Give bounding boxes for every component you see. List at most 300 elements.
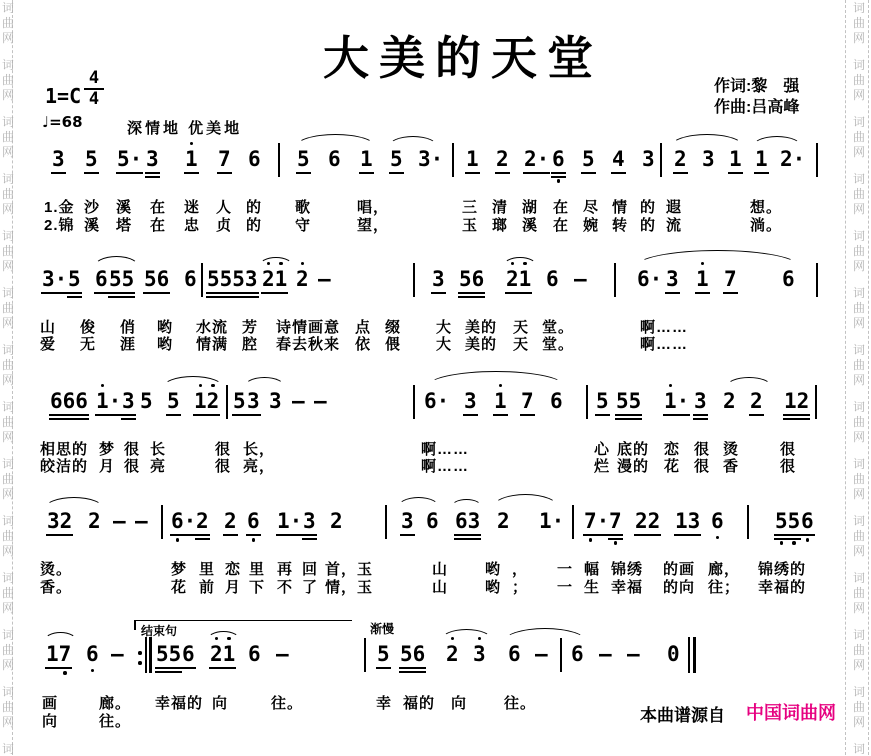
watermark-char: 网 — [1, 145, 14, 159]
watermark-char: 词 — [852, 685, 865, 699]
watermark-char: 词 — [1, 1, 14, 15]
note: 3· — [42, 268, 67, 290]
beam-underline — [121, 418, 136, 420]
lyric-syllable: 依 — [355, 336, 372, 353]
meter-denominator: 4 — [88, 89, 100, 109]
barline — [364, 638, 366, 672]
lyric-syllable: 里 — [199, 561, 216, 578]
octave-dot-below — [557, 179, 561, 183]
watermark-char: 曲 — [852, 415, 865, 429]
beam-underline — [595, 414, 610, 416]
source-prefix: 本曲谱源自 — [640, 706, 725, 725]
watermark-char: 曲 — [1, 73, 14, 87]
watermark-char: 词 — [852, 742, 865, 756]
lyric-syllable: 很 — [124, 441, 141, 458]
note: 17 — [46, 643, 71, 665]
note: 1 — [755, 148, 768, 170]
watermark-char: 词 — [852, 514, 865, 528]
credits — [714, 76, 799, 118]
lyric-syllable: 爱 — [40, 336, 57, 353]
lyric-syllable: 情 — [612, 199, 629, 216]
watermark-char: 词 — [852, 229, 865, 243]
lyric-syllable: 忠 — [184, 217, 201, 234]
note: 2 — [196, 510, 209, 532]
lyric-syllable: 天 — [513, 336, 530, 353]
beam-underline — [783, 418, 810, 420]
barline — [815, 385, 817, 419]
lyric-syllable: ， — [512, 561, 529, 578]
note: 3 — [432, 268, 445, 290]
beam-underline — [232, 414, 247, 416]
lyric-syllable: 了 — [302, 579, 319, 596]
watermark-char: 曲 — [1, 244, 14, 258]
beam-underline — [195, 534, 210, 536]
lyric-syllable: 诗情画意 — [276, 319, 341, 336]
beam-underline — [389, 172, 404, 174]
note: 12 — [194, 390, 219, 412]
lyric-syllable: 啊…… — [640, 319, 689, 336]
lyric-syllable: 俊 — [80, 319, 97, 336]
watermark-char: 曲 — [852, 130, 865, 144]
lyric-syllable: 香。 — [40, 579, 73, 596]
lyric-syllable: 烫。 — [40, 561, 73, 578]
note: 3 — [401, 510, 414, 532]
lyric-syllable: 大 — [436, 319, 453, 336]
lyric-syllable: 流 — [666, 217, 683, 234]
note: 4 — [612, 148, 625, 170]
note: 6 — [508, 642, 521, 666]
barline — [614, 263, 616, 297]
note: 3 — [473, 643, 486, 665]
note: 1 — [494, 390, 507, 412]
note: 2 — [88, 509, 101, 533]
beam-underline — [634, 534, 661, 536]
watermark-char: 网 — [1, 373, 14, 387]
lyric-syllable: 清 — [492, 199, 509, 216]
lyric-syllable: 很 — [694, 441, 711, 458]
lyric-syllable: 里 — [249, 561, 266, 578]
note: 2 — [224, 510, 237, 532]
beam-underline — [206, 292, 259, 294]
lyric-syllable: 堂。 — [542, 319, 575, 336]
note: 3 — [146, 148, 159, 170]
watermark-char: 网 — [1, 88, 14, 102]
lyric-syllable: 淌。 — [750, 217, 783, 234]
tempo-marking: ♩=68 — [42, 113, 83, 131]
lyric-syllable: 梦 — [171, 561, 188, 578]
watermark-char: 词 — [1, 400, 14, 414]
lyric-syllable: 在 — [553, 217, 570, 234]
note: 6 — [95, 268, 108, 290]
watermark-char: 曲 — [852, 700, 865, 714]
beam-underline — [223, 534, 238, 536]
beam-underline — [774, 538, 801, 540]
lyric-syllable: 春去秋来 — [276, 336, 341, 353]
beam-underline — [615, 414, 642, 416]
lyric-syllable: 幸 — [376, 695, 393, 712]
note: 2 — [750, 390, 763, 412]
watermark-char: 曲 — [852, 643, 865, 657]
beam-underline — [49, 418, 89, 420]
slur-arc — [752, 136, 802, 147]
watermark-char: 网 — [852, 544, 865, 558]
slur-arc — [726, 377, 772, 387]
note: 666 — [50, 390, 88, 412]
note: — — [292, 389, 305, 413]
lyric-syllable: 守 — [295, 217, 312, 234]
watermark-char: 曲 — [1, 700, 14, 714]
beam-underline — [67, 296, 82, 298]
watermark-char: 曲 — [1, 529, 14, 543]
lyric-syllable: 底的 — [617, 441, 650, 458]
octave-dot-below — [614, 541, 618, 545]
lyric-syllable: 哟 — [157, 336, 174, 353]
lyric-syllable: 婉 — [583, 217, 600, 234]
octave-dot-above — [301, 262, 305, 266]
note: 56 — [400, 643, 425, 665]
octave-dot-below — [176, 538, 180, 542]
slur-arc — [397, 497, 440, 508]
lyric-syllable: 回 — [302, 561, 319, 578]
barline — [413, 385, 415, 419]
barline — [385, 505, 387, 539]
slur-arc — [44, 497, 104, 509]
lyric-syllable: 皎洁的 — [40, 458, 89, 475]
beam-underline — [302, 538, 317, 540]
note: 5 — [596, 390, 609, 412]
lyric-syllable: 廊。 — [99, 695, 132, 712]
note: 6 — [86, 643, 99, 665]
slur-arc — [162, 376, 224, 388]
beam-underline — [84, 172, 99, 174]
watermark-char: 词 — [852, 628, 865, 642]
lyric-syllable: 情，玉 — [325, 579, 374, 596]
note: 55 — [616, 390, 641, 412]
lyric-syllable: 啊…… — [421, 441, 470, 458]
expression-marking: 深情地 优美地 — [127, 120, 243, 137]
lyric-syllable: 腔 — [242, 336, 259, 353]
lyric-syllable: 哟 — [157, 319, 174, 336]
beam-underline — [465, 172, 480, 174]
lyric-syllable: 向 — [42, 713, 59, 730]
beam-underline — [51, 172, 66, 174]
lyric-syllable: ； — [724, 579, 741, 596]
lyric-syllable: 下 — [249, 579, 266, 596]
beam-underline — [184, 172, 199, 174]
watermark-char: 曲 — [852, 244, 865, 258]
source-site-link[interactable]: 中国词曲网 — [746, 703, 836, 723]
watermark-char: 词 — [852, 115, 865, 129]
watermark-char: 词 — [1, 115, 14, 129]
slur-arc — [426, 371, 566, 387]
watermark-char: 曲 — [852, 529, 865, 543]
note: — — [276, 642, 289, 666]
lyric-syllable: 哟 — [485, 579, 502, 596]
lyric-syllable: 山 — [40, 319, 57, 336]
note: 6 — [184, 267, 197, 291]
watermark-char: 词 — [852, 1, 865, 15]
watermark-char: 词 — [852, 58, 865, 72]
beam-underline — [359, 172, 374, 174]
slur-arc — [207, 631, 240, 640]
slur-arc — [244, 377, 285, 387]
lyric-syllable: 很 — [780, 458, 797, 475]
key-signature: 1=C — [45, 84, 82, 108]
lyric-syllable: 月 — [225, 579, 242, 596]
note: — — [314, 389, 327, 413]
lyric-syllable: 溪 — [116, 199, 133, 216]
octave-dot-below — [91, 669, 95, 673]
lyric-syllable: 无 — [80, 336, 97, 353]
slur-arc — [295, 134, 376, 147]
beam-underline — [108, 296, 135, 298]
note: 32 — [47, 510, 72, 532]
note: 55 — [109, 268, 134, 290]
beam-underline — [454, 538, 481, 540]
beam-underline — [608, 538, 623, 540]
note: 13 — [675, 510, 700, 532]
beam-underline — [181, 667, 196, 669]
beam-underline — [749, 414, 764, 416]
watermark-char: 词 — [1, 172, 14, 186]
lyric-syllable: 在 — [150, 217, 167, 234]
note: 6 — [571, 642, 584, 666]
watermark-char: 网 — [1, 658, 14, 672]
note: 7 — [521, 390, 534, 412]
lyric-syllable: 三 — [462, 199, 479, 216]
note: 6 — [247, 510, 260, 532]
note: 6 — [182, 643, 195, 665]
watermark-char: 词 — [1, 229, 14, 243]
lyric-syllable: 恋 — [664, 441, 681, 458]
note: 2 — [723, 389, 736, 413]
repeat-dot — [138, 651, 142, 655]
barline — [660, 143, 662, 177]
beam-underline — [583, 534, 610, 536]
lyric-syllable: 幅 — [584, 561, 601, 578]
beam-underline — [458, 296, 485, 298]
lyric-syllable: 的 — [640, 199, 657, 216]
lyric-syllable: 想。 — [750, 199, 783, 216]
watermark-char: 网 — [852, 316, 865, 330]
octave-dot-below — [780, 541, 784, 545]
watermark-char: 词 — [1, 571, 14, 585]
beam-underline — [209, 667, 236, 669]
beam-underline — [663, 414, 690, 416]
note: 12 — [784, 390, 809, 412]
watermark-char: 曲 — [1, 358, 14, 372]
note: 56 — [144, 268, 169, 290]
lyric-syllable: 啊…… — [421, 458, 470, 475]
note: 5 — [140, 389, 153, 413]
note: 5 — [85, 148, 98, 170]
note: 7 — [218, 148, 231, 170]
beam-underline — [695, 292, 710, 294]
lyric-syllable: 花 — [171, 579, 188, 596]
barline — [816, 143, 818, 177]
lyric-syllable: 梦 — [99, 441, 116, 458]
lyric-syllable: 俏 — [120, 319, 137, 336]
barline — [161, 505, 163, 539]
beam-underline — [246, 534, 261, 536]
note: 1 — [360, 148, 373, 170]
lyric-syllable: 涯 — [120, 336, 137, 353]
note: 6 — [782, 267, 795, 291]
beam-underline — [121, 414, 136, 416]
note: 5 — [68, 268, 81, 290]
barline — [560, 638, 562, 672]
lyric-syllable: 一 — [557, 561, 574, 578]
beam-underline — [166, 414, 181, 416]
note: 5 — [582, 148, 595, 170]
barline — [572, 505, 574, 539]
lyric-syllable: 往。 — [271, 695, 304, 712]
note: 3 — [303, 510, 316, 532]
lyric-syllable: ； — [512, 579, 529, 596]
watermark-char: 词 — [852, 400, 865, 414]
watermark-char: 词 — [1, 742, 14, 756]
beam-underline — [665, 292, 680, 294]
beam-underline — [155, 671, 182, 673]
lyric-syllable: 在 — [553, 199, 570, 216]
lyric-syllable: 沙 — [84, 199, 101, 216]
repeat-barline-thick — [149, 637, 152, 673]
watermark-char: 曲 — [852, 16, 865, 30]
beam-underline — [302, 534, 317, 536]
beam-underline — [296, 172, 311, 174]
watermark-char: 曲 — [1, 301, 14, 315]
watermark-char: 曲 — [1, 472, 14, 486]
lyric-syllable: 哟 — [485, 561, 502, 578]
song-title: 大美的天堂 — [323, 33, 603, 84]
lyric-syllable: 很 — [124, 458, 141, 475]
lyric-syllable: 向 — [212, 695, 229, 712]
watermark-char: 曲 — [852, 586, 865, 600]
watermark-char: 网 — [852, 202, 865, 216]
note: 7 — [724, 268, 737, 290]
watermark-char: 曲 — [1, 16, 14, 30]
beam-underline — [143, 292, 170, 294]
watermark-char: 网 — [1, 202, 14, 216]
note: 3 — [247, 390, 260, 412]
repeat-dot — [138, 661, 142, 665]
beam-underline — [94, 292, 109, 294]
lyric-syllable: 往。 — [99, 713, 132, 730]
note: 6 — [552, 148, 565, 170]
note: 2 — [296, 268, 309, 290]
note: 5553 — [207, 268, 258, 290]
watermark-char: 网 — [852, 601, 865, 615]
lyric-syllable: 贞 — [216, 217, 233, 234]
lyric-syllable: 堂。 — [542, 336, 575, 353]
note: 2 — [497, 509, 510, 533]
watermark-char: 网 — [1, 259, 14, 273]
lyric-syllable: ， — [724, 561, 741, 578]
note: 5 — [377, 643, 390, 665]
barline — [747, 505, 749, 539]
beam-underline — [261, 292, 288, 294]
octave-dot-above — [190, 142, 194, 146]
lyric-syllable: 再 — [277, 561, 294, 578]
slur-arc — [503, 628, 587, 642]
watermark-char: 词 — [1, 58, 14, 72]
watermark-char: 网 — [852, 31, 865, 45]
note: 6 — [546, 267, 559, 291]
beam-underline — [693, 414, 708, 416]
beam-underline — [505, 292, 532, 294]
beam-underline — [155, 667, 182, 669]
note: — — [113, 509, 126, 533]
lyric-syllable: 漫的 — [617, 458, 650, 475]
watermark-dashed-line — [845, 0, 846, 755]
beam-underline — [611, 172, 626, 174]
final-barline-thick — [693, 637, 696, 673]
ending-bracket — [134, 620, 352, 621]
octave-dot-below — [806, 538, 810, 542]
note: 3 — [694, 390, 707, 412]
note: 5· — [117, 148, 142, 170]
note: 3 — [702, 147, 715, 171]
lyric-syllable: 偎 — [385, 336, 402, 353]
octave-dot-below — [792, 541, 796, 545]
lyric-syllable: 啊…… — [640, 336, 689, 353]
beam-underline — [246, 414, 261, 416]
watermark-char: 词 — [1, 457, 14, 471]
note: 1· — [96, 390, 121, 412]
beam-underline — [728, 172, 743, 174]
lyric-syllable: 首，玉 — [325, 561, 374, 578]
note: — — [599, 642, 612, 666]
beam-underline — [206, 296, 259, 298]
note: 7 — [609, 510, 622, 532]
watermark-char: 词 — [1, 343, 14, 357]
note: 3 — [666, 268, 679, 290]
slur-arc — [503, 257, 537, 266]
watermark-char: 网 — [852, 658, 865, 672]
beam-underline — [523, 172, 550, 174]
lyric-syllable: 1.金 — [44, 199, 75, 216]
note: 6 — [248, 147, 261, 171]
watermark-char: 曲 — [852, 358, 865, 372]
note: — — [318, 267, 331, 291]
watermark-char: 曲 — [1, 643, 14, 657]
beam-underline — [800, 534, 815, 536]
lyric-syllable: 玉 — [462, 217, 479, 234]
lyric-syllable: 塔 — [116, 217, 133, 234]
note: 3 — [642, 147, 655, 171]
note: 21 — [506, 268, 531, 290]
lyric-syllable: 廊 — [708, 561, 725, 578]
lyric-syllable: 溪 — [84, 217, 101, 234]
beam-underline — [754, 172, 769, 174]
note: 1· — [277, 510, 302, 532]
lyric-syllable: 长 — [150, 441, 167, 458]
octave-dot-below — [716, 536, 720, 540]
beam-underline — [520, 414, 535, 416]
lyric-syllable: 迷 — [184, 199, 201, 216]
note: 3 — [269, 389, 282, 413]
note: 6 — [328, 147, 341, 171]
note: — — [627, 642, 640, 666]
note: — — [111, 642, 124, 666]
note: 6 — [426, 509, 439, 533]
octave-dot-above — [669, 384, 673, 388]
beam-underline — [400, 534, 415, 536]
lyric-syllable: 大 — [436, 336, 453, 353]
beam-underline — [693, 418, 708, 420]
octave-dot-below — [589, 538, 593, 542]
lyric-syllable: 往 — [708, 579, 725, 596]
